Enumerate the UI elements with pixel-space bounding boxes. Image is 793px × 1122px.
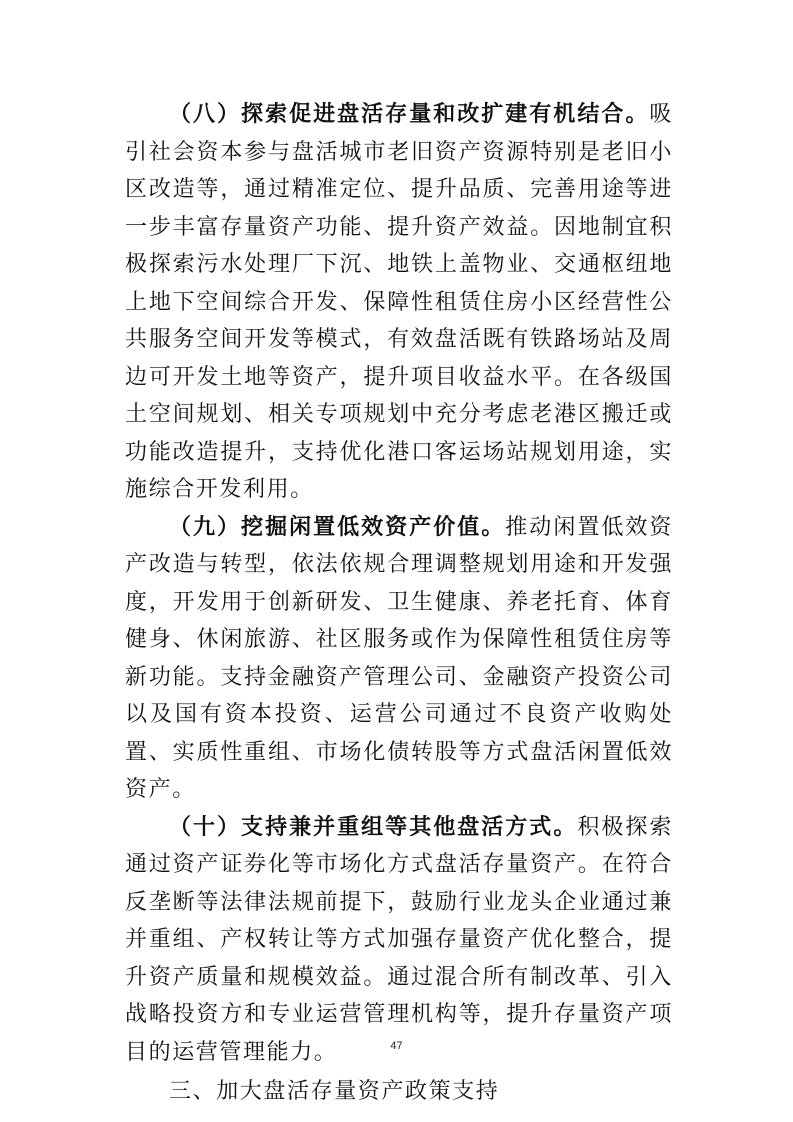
paragraph-9 xyxy=(125,509,673,809)
document-body xyxy=(125,96,673,1111)
paragraph-heading: （九）挖掘闲置低效资产价值。 xyxy=(169,514,506,540)
paragraph-heading: （十）支持兼并重组等其他盘活方式。 xyxy=(169,814,578,840)
paragraph-heading: （八）探索促进盘活存量和改扩建有机结合。 xyxy=(169,102,650,127)
section-title: 三、加大盘活存量资产政策支持 xyxy=(169,1079,500,1104)
page-number: 47 xyxy=(390,1040,403,1052)
paragraph-text: 推动闲置低效资产改造与转型，依法依规合理调整规划用途和开发强度，开发用于创新研发、卫生健康、养老托育、体育健身、休闲旅游、社区服务或作为保障性租赁住房等新功能。支持金融资产管理公司、金融资产投资公司以及国有资本投资、运营公司通过不良资产收购处置、实质性重组、市场化债转股等方式盘活闲置低效资产。 xyxy=(125,514,673,802)
paragraph-text: 积极探索通过资产证券化等市场化方式盘活存量资产。在符合反垄断等法律法规前提下，鼓励行业龙头企业通过兼并重组、产权转让等方式加强存量资产优化整合，提升资产质量和规模效益。通过混合所有制改革、引入战略投资方和专业运营管理机构等，提升存量资产项目的运营管理能力。 xyxy=(125,814,674,1065)
paragraph-10 xyxy=(125,809,673,1072)
paragraph-8 xyxy=(125,96,673,509)
paragraph-text: 吸引社会资本参与盘活城市老旧资产资源特别是老旧小区改造等，通过精准定位、提升品质、完善用途等进一步丰富存量资产功能、提升资产效益。因地制宜积极探索污水处理厂下沉、地铁上盖物业、交通枢纽地上地下空间综合开发、保障性租赁住房小区经营性公共服务空间开发等模式，有效盘活既有铁路场站及周边可开发土地等资产，提升项目收益水平。在各级国土空间规划、相关专项规划中充分考虑老港区搬迁或功能改造提升，支持优化港口客运场站规划用途，实施综合开发利用。 xyxy=(125,102,673,502)
